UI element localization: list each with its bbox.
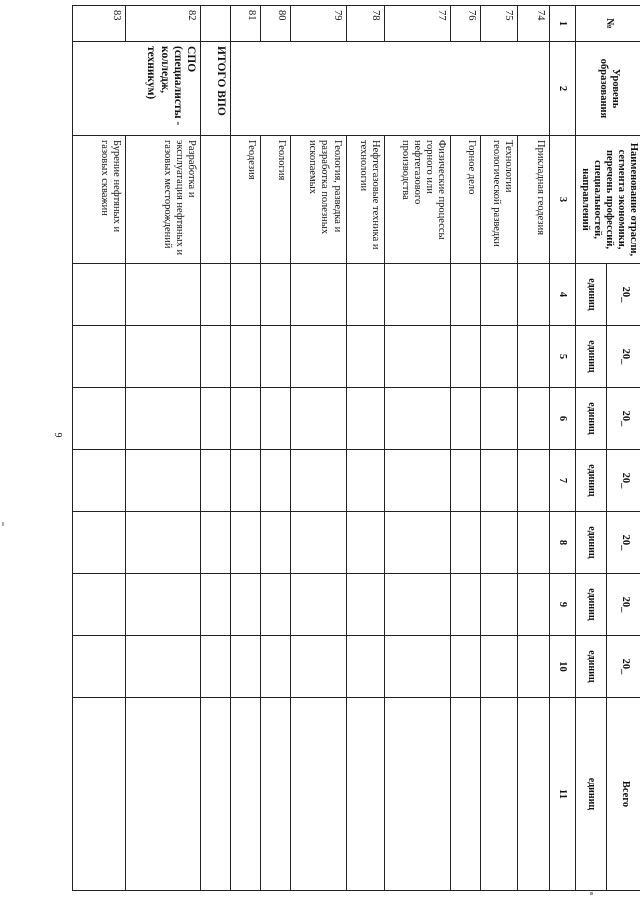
col-header-year: 20_: [607, 264, 640, 326]
col-header-number: №: [575, 6, 640, 42]
row-name: Геодезия: [231, 136, 261, 264]
col-number: 2: [549, 42, 575, 136]
col-header-total: Всего: [607, 698, 640, 891]
table-row: [72, 6, 126, 891]
row-number: 77: [385, 6, 451, 42]
col-number: 7: [549, 450, 575, 512]
row-level: [231, 42, 550, 136]
row-number: 80: [260, 6, 290, 42]
col-header-unit: единиц: [575, 450, 607, 512]
col-number: 5: [549, 326, 575, 388]
scan-mark: [590, 892, 593, 895]
col-header-level: Уровень образования: [575, 42, 640, 136]
row-number: 75: [481, 6, 517, 42]
col-header-year: 20_: [607, 636, 640, 698]
data-table: [72, 5, 640, 891]
col-number: 1: [549, 6, 575, 42]
row-number: 74: [517, 6, 549, 42]
row-name: Технологии геологической разведки: [481, 136, 517, 264]
col-header-unit: единиц: [575, 326, 607, 388]
col-header-year: 20_: [607, 326, 640, 388]
table-row: [451, 6, 481, 891]
col-header-year: 20_: [607, 450, 640, 512]
row-level: ИТОГО ВПО: [201, 42, 231, 136]
row-name: Геология: [260, 136, 290, 264]
col-number: 6: [549, 388, 575, 450]
col-number: 11: [549, 698, 575, 891]
row-name: Горное дело: [451, 136, 481, 264]
row-number: 78: [346, 6, 385, 42]
margin-mark: [2, 522, 4, 526]
row-name: Бурение нефтяных и газовых скважин: [72, 136, 126, 264]
row-number: 83: [72, 6, 126, 42]
col-number: 8: [549, 512, 575, 574]
col-number: 3: [549, 136, 575, 264]
col-header-year: 20_: [607, 388, 640, 450]
table-row: [481, 6, 517, 891]
col-header-unit: единиц: [575, 264, 607, 326]
row-number: 79: [290, 6, 346, 42]
col-number: 9: [549, 574, 575, 636]
table-row: [385, 6, 451, 891]
page-number: 9: [52, 432, 63, 438]
rotated-table-frame: [75, 5, 640, 890]
row-name: Разработка и эксплуатация нефтяных и газовых месторождений: [126, 136, 201, 264]
table-row: [290, 6, 346, 891]
row-name: Прикладная геодезия: [517, 136, 549, 264]
col-header-name: Наименование отрасли, сегмента экономики, перечень профессий, специальностей, направлений: [575, 136, 640, 264]
table-row: [346, 6, 385, 891]
table-row: [260, 6, 290, 891]
table-row-total: [201, 6, 231, 891]
row-number: 82: [126, 6, 201, 42]
row-number: 81: [231, 6, 261, 42]
row-name: Геология, разведка и разработка полезных ископаемых: [290, 136, 346, 264]
row-number: 76: [451, 6, 481, 42]
col-header-unit: единиц: [575, 388, 607, 450]
table-container: [75, 5, 640, 890]
table-row: [126, 6, 201, 891]
col-header-unit: единиц: [575, 636, 607, 698]
col-header-unit: единиц: [575, 698, 607, 891]
col-header-year: 20_: [607, 574, 640, 636]
table-row: [231, 6, 261, 891]
row-name: Физические процессы горного или нефтегазового производства: [385, 136, 451, 264]
col-header-year: 20_: [607, 512, 640, 574]
col-header-unit: единиц: [575, 574, 607, 636]
col-number: 4: [549, 264, 575, 326]
row-level: СПО (специалисты - колледж, техникум): [72, 42, 200, 136]
row-name: Нефтегазовые техника и технологии: [346, 136, 385, 264]
col-number: 10: [549, 636, 575, 698]
table-row: [517, 6, 549, 891]
col-header-unit: единиц: [575, 512, 607, 574]
row-name: [201, 136, 231, 264]
row-number: [201, 6, 231, 42]
